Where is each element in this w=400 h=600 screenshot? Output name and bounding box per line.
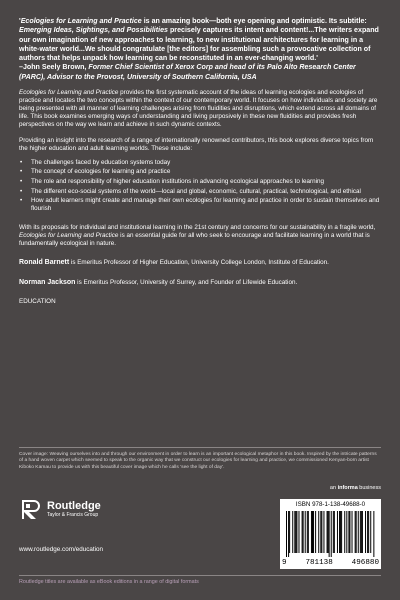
topics-list <box>19 159 381 214</box>
insight-paragraph: Providing an insight into the research of a range of internationally renowned contributors, this book explores diverse topics from the higher education and adult learning worlds. These include: <box>19 136 374 152</box>
list-item: • The role and responsibility of higher education institutions in advancing ecological approaches to learning <box>19 178 381 186</box>
author-bio: Ronald Barnett is Emeritus Professor of Higher Education, University College London, Institute of Education. <box>19 258 329 266</box>
isbn-barcode <box>280 499 381 569</box>
endorsement-quote: 'Ecologies for Learning and Practice is an amazing book—both eye opening and optimistic. Its subtitle: Emerging Ideas, Sightings, and Possibilities precisely captures its intent and content!...The writers expand our own imagination of new approaches to learning, to new institutional architectures for learning in a white-water world...We should congratulate [the editors] for assembling such a provocative collection of authors that helps unpack how learning can be reconstituted in an ever-changing world.' –John Seely Brown, Former Chief Scientist of Xerox Corp and head of its Palo Alto Research Center (PARC), Advisor to the Provost, University of Southern California, USA <box>19 17 379 81</box>
author-bio: Norman Jackson is Emeritus Professor, University of Surrey, and Founder of Lifewide Education. <box>19 278 298 286</box>
divider <box>19 575 381 576</box>
barcode-digits: 9 781138 496880 <box>282 559 379 567</box>
subject-category: EDUCATION <box>19 297 56 305</box>
publisher-subtitle: Taylor & Francis Group <box>47 511 99 518</box>
closing-paragraph: With its proposals for individual and institutional learning in the 21st century and concerns for our sustainability in a fragile world, Ecologies for Learning and Practice is an essential guide for all who seek to encourage and facilitate learning in a world that is fundamentally ecological in nature. <box>19 224 376 248</box>
publisher-url[interactable]: www.routledge.com/education <box>19 546 104 553</box>
back-cover-text <box>19 17 381 305</box>
cover-image-note: Cover image: Weaving ourselves into and through our environment in order to learn is an important ecological metaphor in this book. Inspired by the intricate patterns of a hand woven carpet which seemed to speak to the organic way that we construct our ecologies for learning and practice, we commissioned Kenyan-born artist Kiboko Kamau to provide us with this beautiful cover image which he calls 'see the light of day'. <box>19 452 377 470</box>
list-item: • The different eco-social systems of the world—local and global, economic, cultural, practical, technological, and ethical <box>19 188 381 196</box>
routledge-logo-icon <box>19 497 43 521</box>
divider <box>19 447 381 448</box>
ebook-footer: Routledge titles are available as eBook editions in a range of digital formats <box>19 579 199 585</box>
informa-tag: an informa business <box>329 485 381 491</box>
list-item: • The challenges faced by education systems today <box>19 159 381 167</box>
publisher-name: Routledge <box>47 499 101 512</box>
barcode-icon <box>286 511 375 557</box>
publisher-logo <box>19 497 101 521</box>
list-item: • How adult learners might create and manage their own ecologies for learning and practice in order to sustain themselves and flourish <box>19 197 381 213</box>
isbn-label: ISBN 978-1-138-49688-0 <box>295 501 366 508</box>
intro-paragraph: Ecologies for Learning and Practice provides the first systematic account of the ideas of learning ecologies and ecologies of practice and locates the two concepts within the context of our contemporary world. It focuses on how individuals and society are being presented with all manner of learning challenges arising from fluidities and disruptions, which extend across all domains of life. This book examines emerging ways of understanding and living purposively in these new fluidities and provides fresh perspectives on the way we learn and achieve in such dynamic contexts. <box>19 89 378 129</box>
list-item: • The concept of ecologies for learning and practice <box>19 168 381 176</box>
